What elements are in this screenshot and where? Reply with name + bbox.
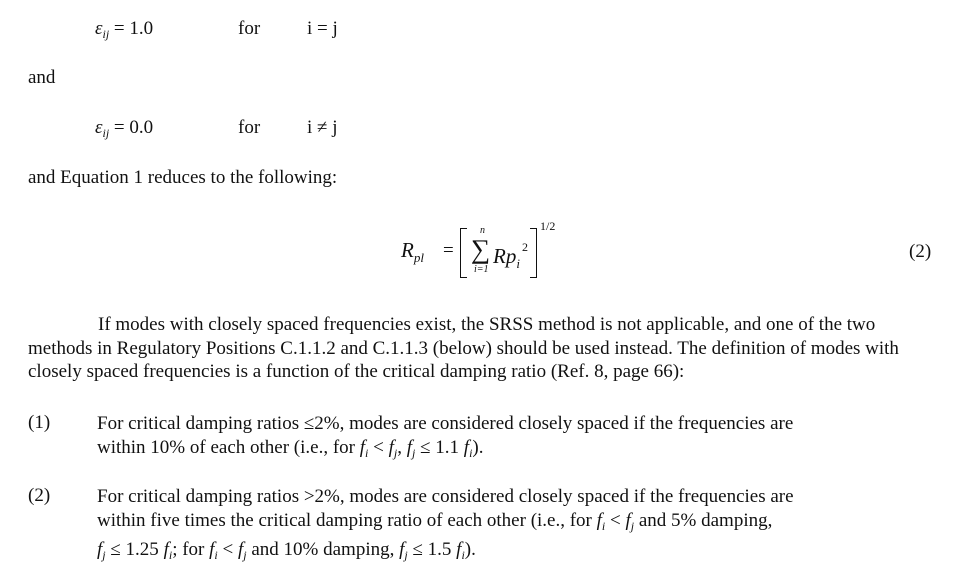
eps-value: = 0.0	[109, 117, 154, 138]
list-item-number: (2)	[28, 485, 51, 506]
eq2-term-subscript: i	[516, 256, 520, 271]
f-symbol: f	[456, 539, 462, 560]
f-symbol: f	[399, 539, 405, 560]
f-subscript: i	[365, 445, 369, 460]
eq2-term	[493, 240, 528, 272]
eps-subscript: ij	[102, 27, 110, 41]
le-factor: ≤ 1.1	[415, 436, 464, 458]
eps-value: = 1.0	[109, 18, 154, 39]
less-than: <	[368, 436, 389, 458]
less-than: <	[605, 509, 626, 531]
f-symbol: f	[163, 539, 169, 560]
item2-text-b: and 5% damping,	[634, 509, 773, 531]
for-label: for	[238, 18, 261, 39]
eq2-term-symbol: Rp	[493, 244, 517, 268]
condition-unequal: i ≠ j	[307, 117, 338, 138]
sigma-symbol: ∑	[471, 234, 491, 264]
item2-line1: For critical damping ratios >2%, modes are considered closely spaced if the frequencies are	[97, 486, 794, 507]
list-item-text	[97, 485, 917, 568]
item1-text-a: within 10% of each other (i.e., for	[97, 436, 360, 458]
eq2-lhs-symbol: R	[401, 238, 414, 262]
f-subscript: j	[404, 548, 408, 562]
f-subscript: i	[168, 548, 173, 562]
eq2-term-superscript: 2	[521, 240, 528, 254]
item2-line2	[97, 509, 917, 539]
f-symbol: f	[359, 436, 366, 458]
f-subscript: i	[601, 518, 606, 533]
sum-lower-limit: i=1	[474, 264, 489, 275]
closing: ).	[472, 436, 484, 458]
intro-sentence: and Equation 1 reduces to the following:	[28, 167, 338, 188]
f-subscript: i	[469, 445, 473, 460]
for-label: for	[238, 117, 261, 138]
le-factor: ≤ 1.5	[407, 539, 457, 560]
f-subscript: j	[393, 445, 398, 460]
f-symbol: f	[209, 539, 215, 560]
eq2-exponent: 1/2	[540, 219, 556, 233]
item2-text-c: and 10% damping,	[246, 539, 400, 560]
item1-line1: For critical damping ratios ≤2%, modes are considered closely spaced if the frequencies are	[97, 413, 794, 434]
paragraph-text: If modes with closely spaced frequencies exist, the SRSS method is not applicable, and one of the two methods in Regulatory Positions C.1.1.2 and C.1.1.3 (below) should be used instead. The definition of modes with closely spaced frequencies is a function of the critical damping ratio (Ref. 8, page 66):	[28, 314, 899, 382]
item2-text-a: within five times the critical damping ratio of each other (i.e., for	[97, 509, 597, 531]
equation-number: (2)	[909, 241, 932, 262]
equation-eps-unequal	[95, 116, 153, 145]
f-symbol: f	[596, 509, 602, 531]
f-symbol: f	[97, 539, 103, 560]
body-paragraph	[28, 313, 943, 384]
le-factor: ≤ 1.25	[105, 539, 164, 560]
f-subscript: j	[630, 518, 635, 533]
closing: ).	[464, 539, 476, 560]
left-bracket	[460, 228, 467, 278]
and-text: and	[28, 67, 56, 88]
eq2-lhs-subscript: pl	[413, 250, 424, 265]
f-subscript: i	[214, 548, 218, 562]
separator: ; for	[172, 539, 210, 560]
condition-equal: i = j	[307, 18, 338, 39]
comma: ,	[397, 436, 402, 458]
f-symbol: f	[625, 509, 631, 531]
item2-line3	[97, 538, 917, 568]
eq2-lhs	[401, 238, 424, 266]
list-item-number: (1)	[28, 412, 51, 433]
f-symbol: f	[406, 436, 412, 458]
eps-subscript: ij	[102, 126, 110, 140]
f-symbol: f	[388, 436, 394, 458]
right-bracket	[530, 228, 537, 278]
equation-eps-equal	[95, 17, 153, 46]
f-symbol: f	[463, 436, 470, 458]
f-symbol: f	[237, 539, 244, 560]
f-subscript: i	[461, 548, 465, 562]
eps-symbol: ε	[95, 117, 103, 138]
f-subscript: j	[243, 548, 247, 562]
item1-line2	[97, 436, 917, 466]
less-than: <	[217, 539, 238, 560]
f-subscript: j	[412, 445, 416, 460]
f-subscript: j	[102, 548, 106, 562]
list-item-text	[97, 412, 917, 465]
sum-upper-limit: n	[480, 225, 485, 236]
eq2-equals: =	[443, 240, 454, 261]
eps-symbol: ε	[95, 18, 103, 39]
